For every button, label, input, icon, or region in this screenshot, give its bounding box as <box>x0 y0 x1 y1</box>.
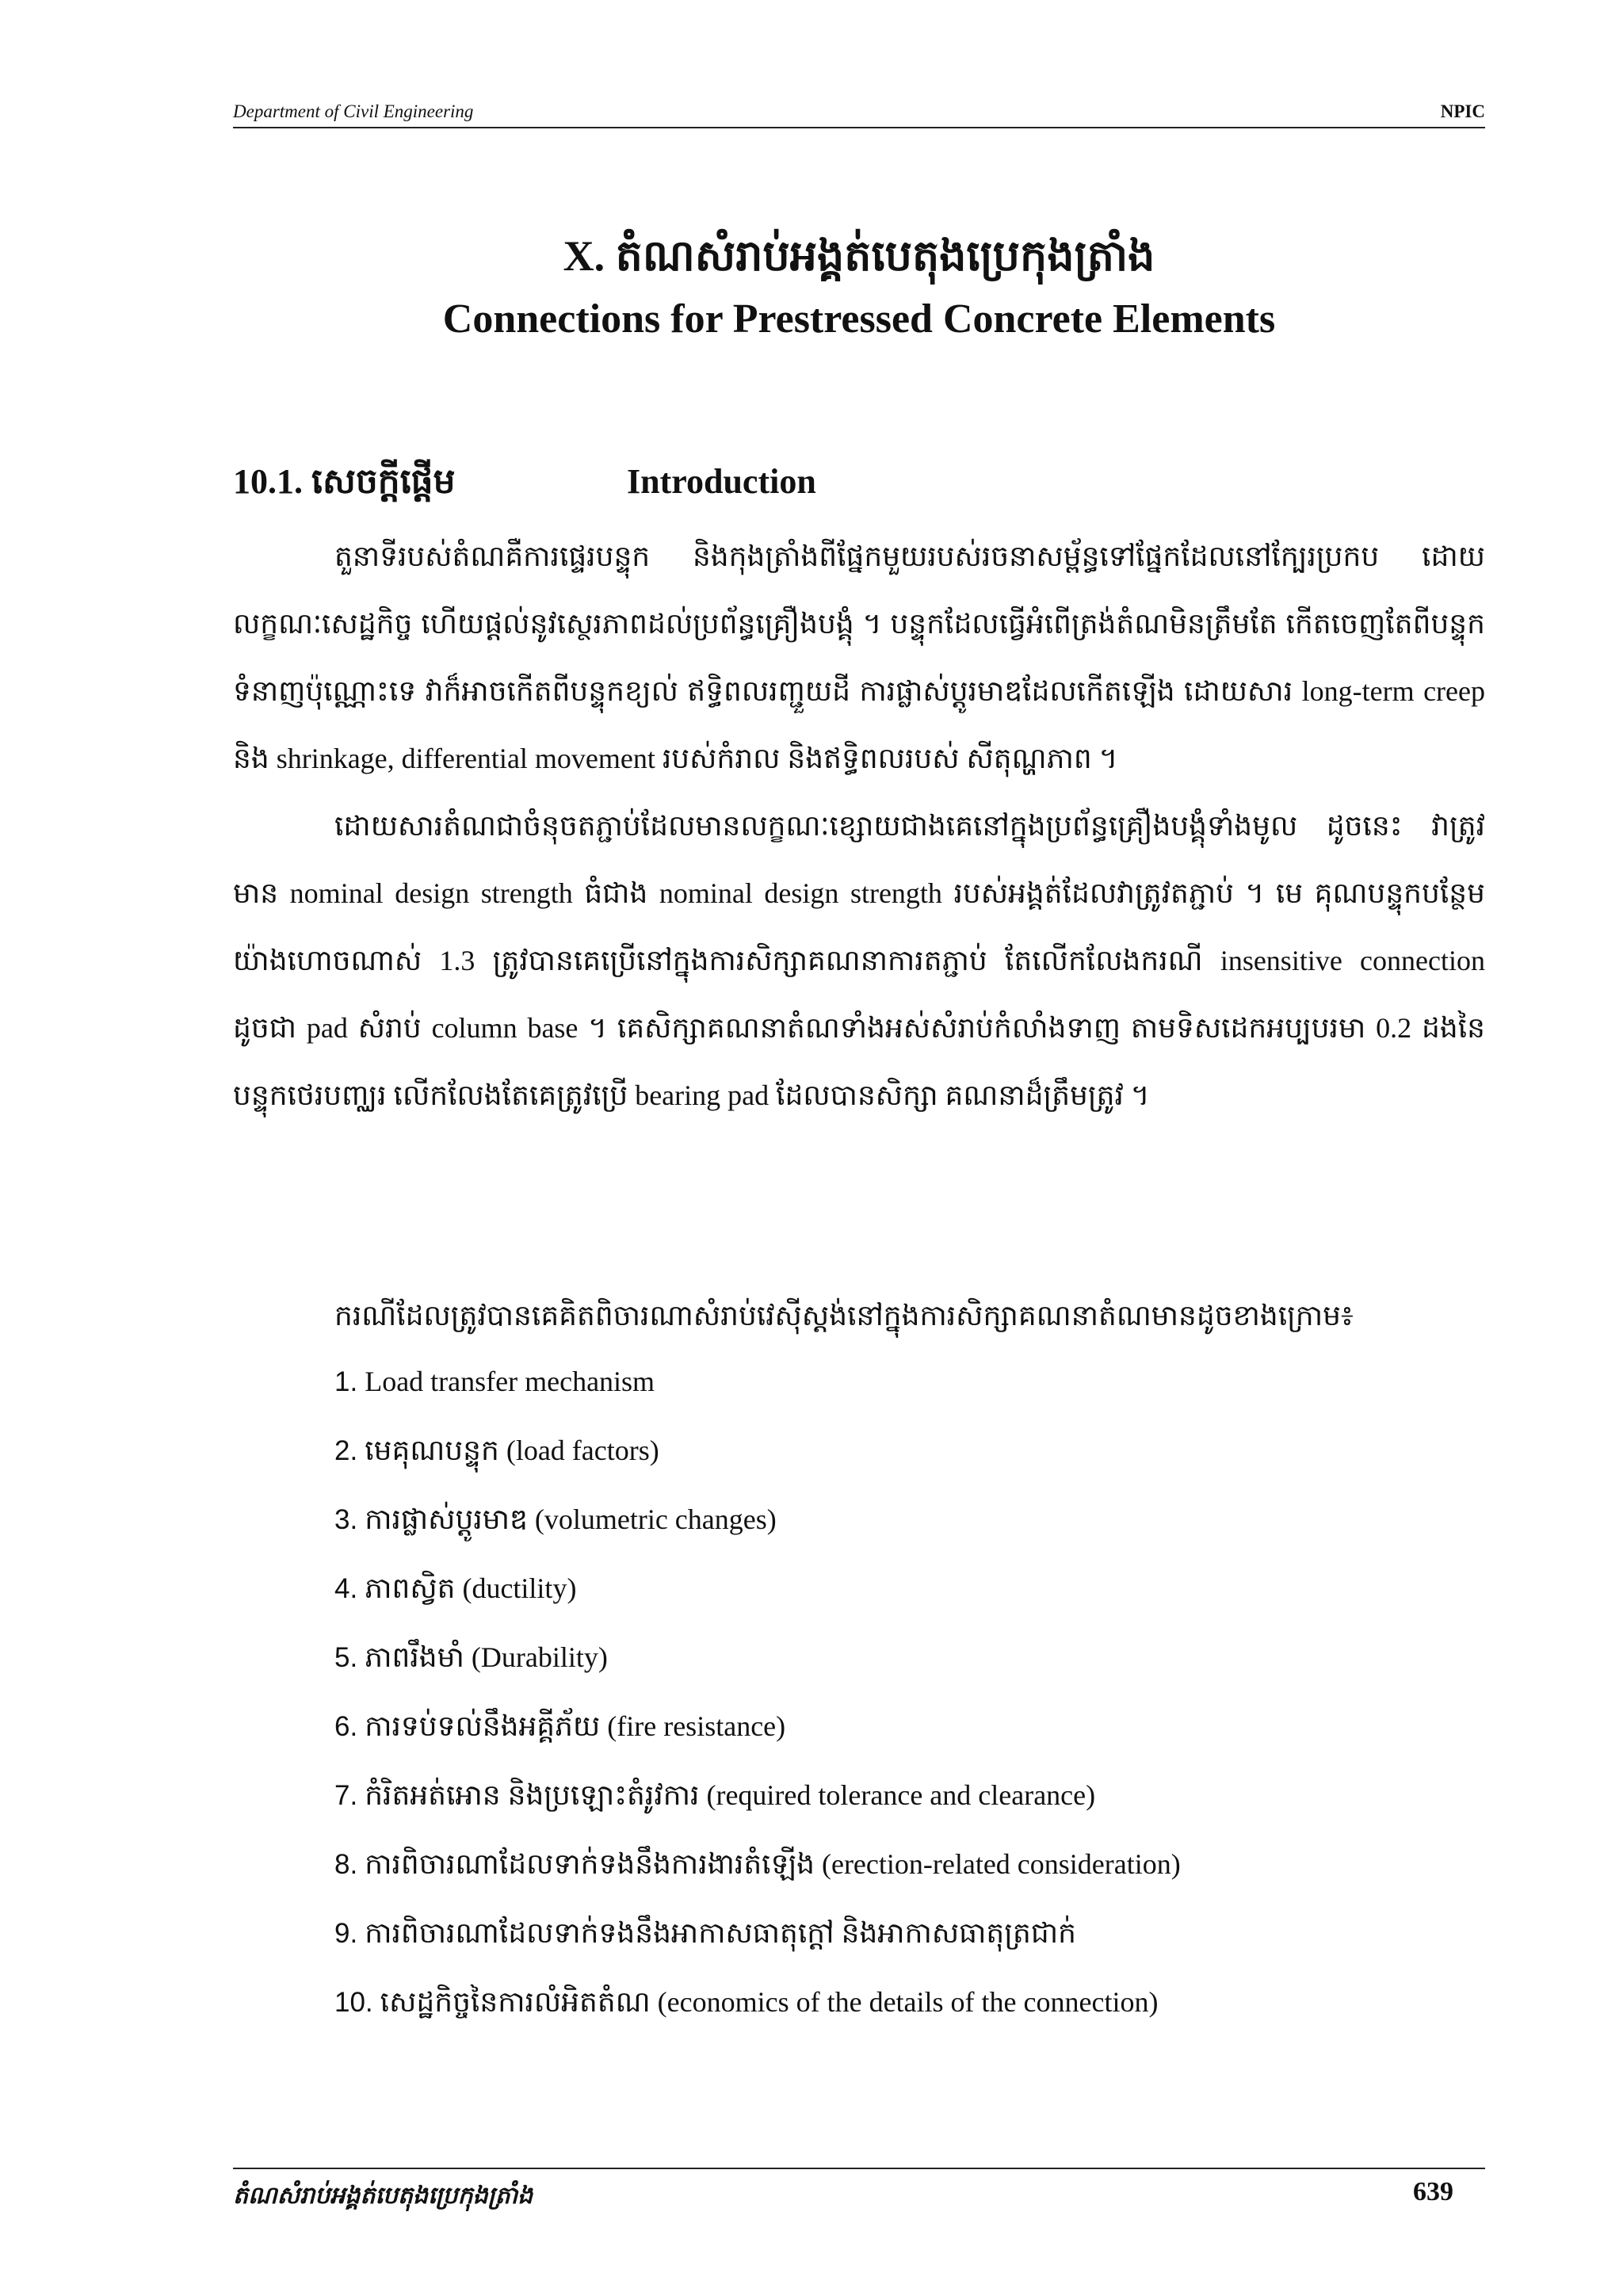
page-header <box>233 95 1485 128</box>
list-item <box>334 1554 1181 1623</box>
page-number: 639 <box>1413 2177 1453 2206</box>
header-department: Department of Civil Engineering <box>233 101 474 121</box>
section-title-english: Introduction <box>627 462 816 501</box>
list-item-text: ភាពស្វិត (ductility) <box>365 1572 577 1604</box>
list-item-number: 6. <box>334 1711 358 1742</box>
list-lead: ករណីដែលត្រូវបានគេគិតពិចារណាសំរាប់វេស៊ីស្តង់នៅក្នុងការសិក្សាគណនាតំណមានដូចខាងក្រោម៖ <box>334 1300 1354 1331</box>
list-item <box>334 1899 1181 1968</box>
list-item-number: 8. <box>334 1849 358 1880</box>
paragraph-1: តួនាទីរបស់តំណគឺការផ្ទេរបន្ទុក និងកុងត្រាំងពីផ្នែកមួយរបស់រចនាសម្ព័ន្ធទៅផ្នែកដែលនៅក្បែរប្រកប ដោយលក្ខណៈសេដ្ឋកិច្ច ហើយផ្តល់នូវស្ថេរភាពដល់ប្រព័ន្ធគ្រឿងបង្គុំ ។ បន្ទុកដែលធ្វើអំពើត្រង់តំណមិនត្រឹមតែ កើតចេញតែពីបន្ទុកទំនាញប៉ុណ្ណោះទេ វាក៏អាចកើតពីបន្ទុកខ្យល់ ឥទ្ធិពលរញ្ជួយដី ការផ្លាស់ប្តូរមាឌដែលកើតឡើង ដោយសារ long-term creep និង shrinkage, differential movement របស់កំរាល និងឥទ្ធិពលរបស់ សីតុណ្ហភាព ។ <box>233 541 1485 774</box>
list-item <box>334 1830 1181 1899</box>
body-text <box>233 523 1485 1129</box>
chapter-title <box>233 226 1485 351</box>
list-item-text: កំរិតអត់អោន និងប្រឡោះតំរូវការ (required tolerance and clearance) <box>365 1779 1096 1811</box>
paragraph-2: ដោយសារតំណជាចំនុចតភ្ជាប់ដែលមានលក្ខណៈខ្សោយជាងគេនៅក្នុងប្រព័ន្ធគ្រឿងបង្គុំទាំងមូល ដូចនេះ វាត្រូវមាន nominal design strength ធំជាង nominal design strength របស់អង្គត់ដែលវាត្រូវតភ្ជាប់ ។ មេ គុណបន្ទុកបន្ថែមយ៉ាងហោចណាស់ 1.3 ត្រូវបានគេប្រើនៅក្នុងការសិក្សាគណនាការតភ្ជាប់ តែលើកលែងករណី insensitive connection ដូចជា pad សំរាប់ column base ។ គេសិក្សាគណនាតំណទាំងអស់សំរាប់កំលាំងទាញ តាមទិសដេកអប្បបរមា 0.2 ដងនៃបន្ទុកថេរបញ្ឈរ លើកលែងតែគេត្រូវប្រើ bearing pad ដែលបានសិក្សា គណនាដ៏ត្រឹមត្រូវ ។ <box>233 810 1485 1111</box>
list-item-number: 2. <box>334 1435 358 1466</box>
list-item-text: Load transfer mechanism <box>365 1366 655 1397</box>
list-item-number: 1. <box>334 1366 358 1397</box>
list-item <box>334 1623 1181 1692</box>
list-item-text: ការពិចារណាដែលទាក់ទងនឹងអាកាសធាតុក្តៅ និងអាកាសធាតុត្រជាក់ <box>365 1917 1076 1949</box>
chapter-title-khmer: X. តំណសំរាប់អង្គត់បេតុងប្រេកុងត្រាំង <box>563 232 1155 280</box>
section-number-khmer: 10.1. សេចក្តីផ្តើម <box>233 462 456 501</box>
list-item-text: ការទប់ទល់នឹងអគ្គីភ័យ (fire resistance) <box>365 1710 786 1742</box>
page-footer <box>233 2168 1485 2217</box>
list-item-number: 5. <box>334 1642 358 1673</box>
list-item-text: ការពិចារណាដែលទាក់ទងនឹងការងារតំឡើង (erection-related consideration) <box>365 1848 1181 1880</box>
section-heading <box>233 453 1485 517</box>
list-item-text: ការផ្លាស់ប្តូរមាឌ (volumetric changes) <box>365 1503 777 1535</box>
list-item <box>334 1968 1181 2037</box>
list-item <box>334 1347 1181 1416</box>
list-item <box>334 1761 1181 1830</box>
list-item <box>334 1485 1181 1554</box>
list-item-number: 3. <box>334 1504 358 1535</box>
list-item <box>334 1692 1181 1761</box>
list-item-text: មេគុណបន្ទុក (load factors) <box>365 1435 659 1466</box>
list-item <box>334 1416 1181 1485</box>
consideration-list <box>334 1347 1181 2037</box>
footer-chapter-title: តំណសំរាប់អង្គត់បេតុងប្រេកុងត្រាំង <box>233 2183 533 2209</box>
list-item-number: 7. <box>334 1780 358 1811</box>
list-item-number: 10. <box>334 1987 373 2018</box>
list-item-number: 9. <box>334 1918 358 1949</box>
list-item-text: ភាពរឹងមាំ (Durability) <box>365 1641 608 1673</box>
header-institution: NPIC <box>1440 101 1485 121</box>
list-item-text: សេដ្ឋកិច្ចនៃការលំអិតតំណ (economics of the details of the connection) <box>380 1986 1159 2018</box>
chapter-title-english: Connections for Prestressed Concrete Elements <box>442 296 1276 342</box>
list-item-number: 4. <box>334 1573 358 1604</box>
